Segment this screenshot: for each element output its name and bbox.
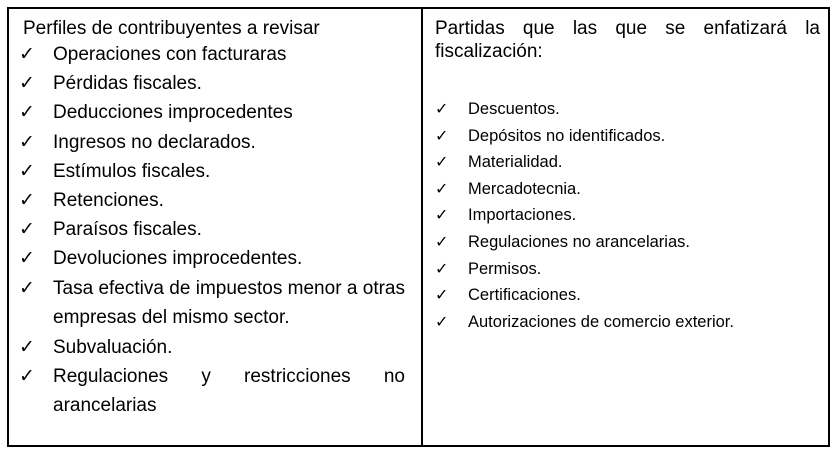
list-item-text: Retenciones. xyxy=(53,190,164,212)
list-item xyxy=(19,128,411,157)
list-item-text: Devoluciones improcedentes. xyxy=(53,248,303,270)
checkmark-icon: ✓ xyxy=(435,231,449,251)
list-item xyxy=(19,244,411,273)
taxpayer-profiles-list xyxy=(19,40,411,421)
list-item-text: Materialidad. xyxy=(468,153,563,172)
list-item-text: Estímulos fiscales. xyxy=(53,160,211,182)
list-item xyxy=(19,215,411,244)
list-item-text: Importaciones. xyxy=(468,206,577,225)
checkmark-icon: ✓ xyxy=(19,101,35,124)
checkmark-icon: ✓ xyxy=(19,276,35,299)
taxpayer-profiles-title: Perfiles de contribuyentes a revisar xyxy=(23,18,320,39)
checkmark-icon: ✓ xyxy=(435,152,449,172)
list-item-text: Tasa efectiva de impuestos menor a otras empresas del mismo sector. xyxy=(53,277,405,329)
checkmark-icon: ✓ xyxy=(19,364,35,387)
audit-items-column xyxy=(423,9,828,445)
checkmark-icon: ✓ xyxy=(19,43,35,65)
checkmark-icon: ✓ xyxy=(19,72,35,95)
checkmark-icon: ✓ xyxy=(19,335,35,358)
list-item xyxy=(435,309,820,336)
checkmark-icon: ✓ xyxy=(435,125,449,145)
list-item-text: Paraísos fiscales. xyxy=(53,219,202,241)
list-item xyxy=(19,157,411,186)
audit-items-title: Partidas que las que se enfatizará la fiscalización: xyxy=(435,18,820,62)
list-item-text: Mercadotecnia. xyxy=(468,179,581,198)
checkmark-icon: ✓ xyxy=(435,258,449,278)
list-item xyxy=(19,69,411,98)
list-item-text: Deducciones improcedentes xyxy=(53,102,293,124)
list-item xyxy=(435,149,820,176)
list-item-text: Autorizaciones de comercio exterior. xyxy=(468,312,734,331)
checkmark-icon: ✓ xyxy=(19,247,35,270)
list-item xyxy=(19,333,411,362)
list-item xyxy=(19,274,411,333)
list-item xyxy=(435,123,820,150)
list-item-text: Descuentos. xyxy=(468,100,560,118)
checkmark-icon: ✓ xyxy=(19,130,35,153)
list-item xyxy=(19,98,411,127)
list-item xyxy=(19,362,411,421)
list-item xyxy=(435,229,820,256)
list-item-text: Operaciones con facturaras xyxy=(53,44,287,65)
list-item-text: Depósitos no identificados. xyxy=(468,126,666,145)
list-item-text: Permisos. xyxy=(468,259,542,278)
checkmark-icon: ✓ xyxy=(435,205,449,225)
list-item xyxy=(435,202,820,229)
checkmark-icon: ✓ xyxy=(19,159,35,182)
list-item xyxy=(435,256,820,283)
audit-items-list xyxy=(435,96,820,335)
list-item xyxy=(435,96,820,123)
list-item xyxy=(19,186,411,215)
list-item xyxy=(19,40,411,69)
list-item xyxy=(435,176,820,203)
checkmark-icon: ✓ xyxy=(435,311,449,331)
two-column-table xyxy=(7,7,830,447)
list-item-text: Regulaciones y restricciones no arancelarias xyxy=(53,365,405,417)
checkmark-icon: ✓ xyxy=(19,189,35,212)
checkmark-icon: ✓ xyxy=(435,99,449,118)
taxpayer-profiles-column xyxy=(9,9,423,445)
checkmark-icon: ✓ xyxy=(19,218,35,241)
list-item-text: Certificaciones. xyxy=(468,286,581,305)
checkmark-icon: ✓ xyxy=(435,285,449,305)
list-item-text: Ingresos no declarados. xyxy=(53,131,256,153)
list-item-text: Regulaciones no arancelarias. xyxy=(468,232,690,251)
list-item-text: Pérdidas fiscales. xyxy=(53,73,202,95)
list-item xyxy=(435,282,820,309)
list-item-text: Subvaluación. xyxy=(53,336,173,358)
checkmark-icon: ✓ xyxy=(435,178,449,198)
